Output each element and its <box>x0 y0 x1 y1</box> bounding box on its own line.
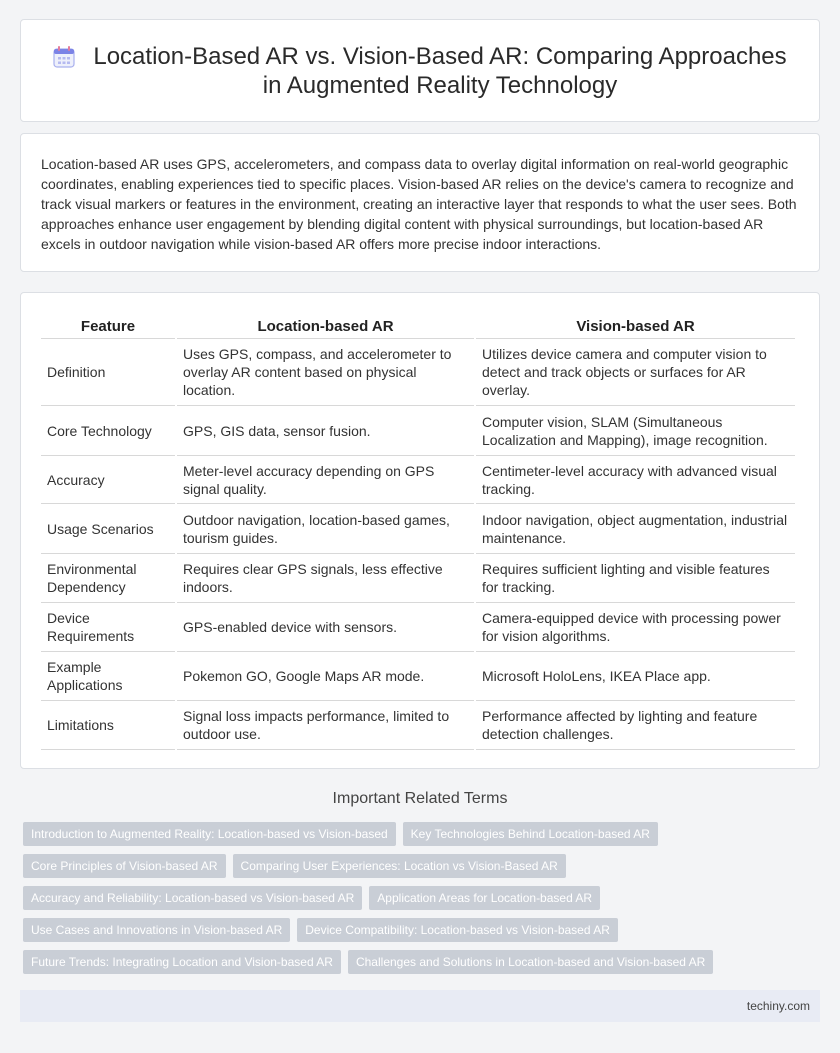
header-location-based: Location-based AR <box>177 313 474 339</box>
feature-cell: Limitations <box>41 701 175 750</box>
vision-cell: Camera-equipped device with processing power for vision algorithms. <box>476 603 795 652</box>
feature-cell: Accuracy <box>41 456 175 504</box>
table-row <box>41 456 795 504</box>
table-row <box>41 603 795 652</box>
vision-cell: Utilizes device camera and computer vision to detect and track objects or surfaces for AR overlay. <box>476 339 795 406</box>
feature-cell: Device Requirements <box>41 603 175 652</box>
comparison-table <box>39 313 797 750</box>
feature-cell: Usage Scenarios <box>41 504 175 554</box>
footer <box>20 990 820 1022</box>
vision-cell: Indoor navigation, object augmentation, industrial maintenance. <box>476 504 795 554</box>
table-row <box>41 504 795 554</box>
vision-cell: Computer vision, SLAM (Simultaneous Localization and Mapping), image recognition. <box>476 406 795 456</box>
footer-site-link[interactable]: techiny.com <box>746 999 810 1013</box>
location-cell: Outdoor navigation, location-based games, tourism guides. <box>177 504 474 554</box>
related-term-link[interactable]: Core Principles of Vision-based AR <box>23 854 226 878</box>
feature-cell: Example Applications <box>41 652 175 701</box>
vision-cell: Microsoft HoloLens, IKEA Place app. <box>476 652 795 701</box>
intro-paragraph: Location-based AR uses GPS, accelerometers, and compass data to overlay digital information on real-world geographic coordinates, enabling experiences tied to specific places. Vision-based AR relies on the device's camera to recognize and track visual markers or features in the environment, creating an interactive layer that responds to what the user sees. Both approaches enhance user engagement by blending digital content with physical surroundings, but location-based AR excels in outdoor navigation while vision-based AR offers more precise indoor interactions. <box>41 156 797 252</box>
table-row <box>41 652 795 701</box>
vision-cell: Centimeter-level accuracy with advanced visual tracking. <box>476 456 795 504</box>
location-cell: GPS, GIS data, sensor fusion. <box>177 406 474 456</box>
vision-cell: Performance affected by lighting and feature detection challenges. <box>476 701 795 750</box>
related-term-link[interactable]: Introduction to Augmented Reality: Location-based vs Vision-based <box>23 822 396 846</box>
table-row <box>41 554 795 603</box>
table-header-row <box>41 313 795 339</box>
table-row <box>41 339 795 406</box>
page-title: Location-Based AR vs. Vision-Based AR: Comparing Approaches in Augmented Reality Technology <box>93 42 787 99</box>
feature-cell: Core Technology <box>41 406 175 456</box>
related-term-link[interactable]: Accuracy and Reliability: Location-based vs Vision-based AR <box>23 886 362 910</box>
feature-cell: Definition <box>41 339 175 406</box>
location-cell: Requires clear GPS signals, less effective indoors. <box>177 554 474 603</box>
location-cell: Uses GPS, compass, and accelerometer to overlay AR content based on physical location. <box>177 339 474 406</box>
related-terms-heading: Important Related Terms <box>332 790 508 807</box>
table-row <box>41 406 795 456</box>
location-cell: GPS-enabled device with sensors. <box>177 603 474 652</box>
related-term-link[interactable]: Challenges and Solutions in Location-based and Vision-based AR <box>348 950 713 974</box>
related-terms-list <box>23 822 813 974</box>
related-term-link[interactable]: Device Compatibility: Location-based vs Vision-based AR <box>297 918 618 942</box>
related-term-link[interactable]: Application Areas for Location-based AR <box>369 886 600 910</box>
comparison-table-card <box>20 292 820 769</box>
related-term-link[interactable]: Comparing User Experiences: Location vs Vision-Based AR <box>233 854 566 878</box>
feature-cell: Environmental Dependency <box>41 554 175 603</box>
table-row <box>41 701 795 750</box>
location-cell: Meter-level accuracy depending on GPS signal quality. <box>177 456 474 504</box>
related-term-link[interactable]: Key Technologies Behind Location-based AR <box>403 822 658 846</box>
calendar-icon <box>51 44 77 70</box>
related-term-link[interactable]: Future Trends: Integrating Location and Vision-based AR <box>23 950 341 974</box>
header-card <box>20 19 820 122</box>
header-feature: Feature <box>41 313 175 339</box>
related-term-link[interactable]: Use Cases and Innovations in Vision-based AR <box>23 918 290 942</box>
location-cell: Pokemon GO, Google Maps AR mode. <box>177 652 474 701</box>
location-cell: Signal loss impacts performance, limited to outdoor use. <box>177 701 474 750</box>
header-vision-based: Vision-based AR <box>476 313 795 339</box>
vision-cell: Requires sufficient lighting and visible features for tracking. <box>476 554 795 603</box>
intro-card <box>20 133 820 272</box>
